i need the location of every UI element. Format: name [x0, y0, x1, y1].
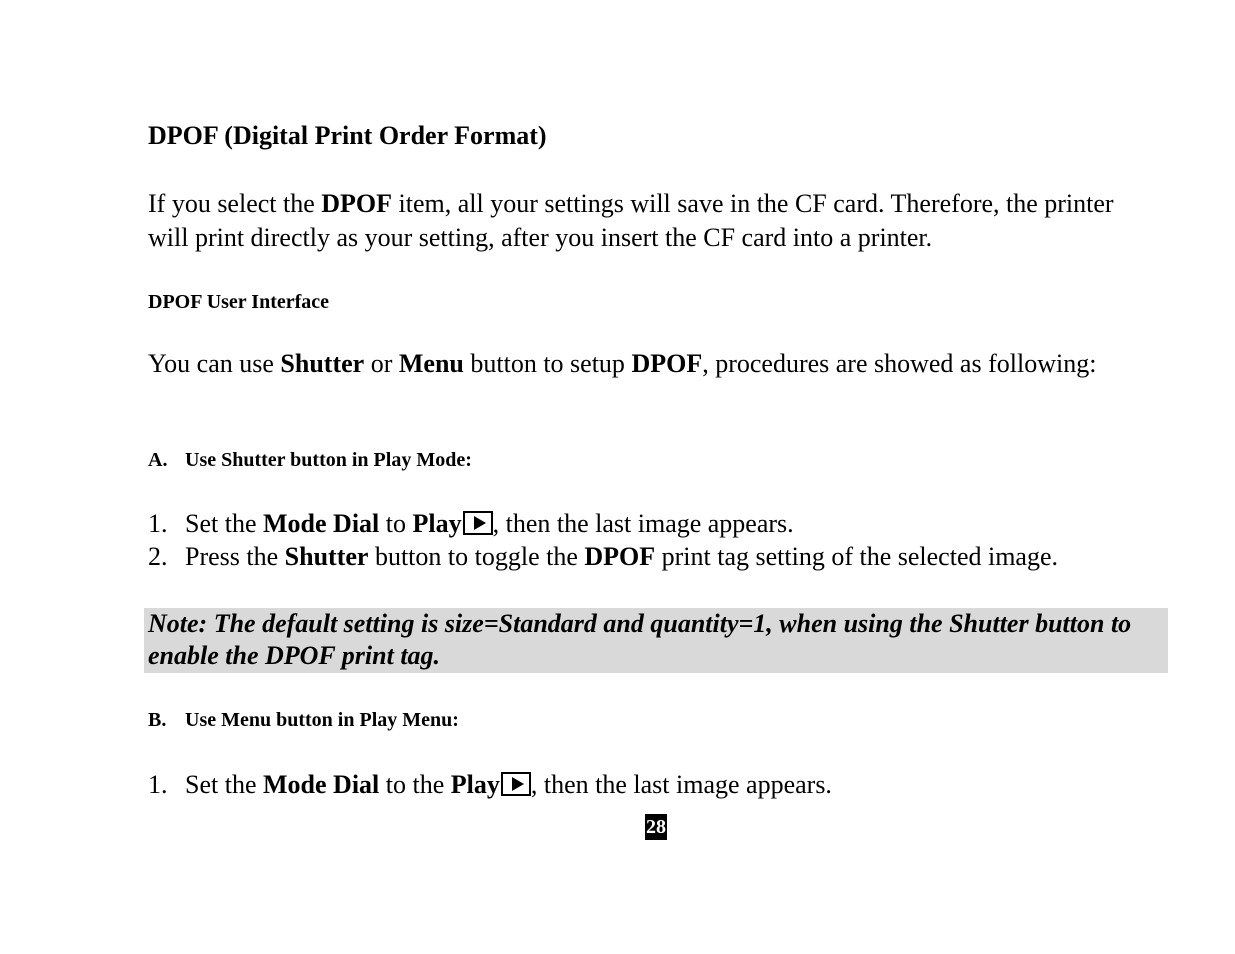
intro-paragraph: If you select the DPOF item, all your settings will save in the CF card. Therefore, the printer will print directly as your setting, after you insert the CF card into a printer.: [148, 189, 1114, 252]
section-heading: DPOF User Interface: [148, 291, 330, 313]
page-title: DPOF (Digital Print Order Format): [148, 121, 547, 150]
play-icon: [463, 511, 493, 535]
list-item: 2. Press the Shutter button to toggle the DPOF print tag setting of the selected image.: [148, 542, 1059, 571]
play-icon: [501, 772, 531, 796]
subsection-a-heading: A. Use Shutter button in Play Mode:: [148, 449, 472, 471]
page-number: 28: [646, 816, 666, 838]
list-item: 1. Set the Mode Dial to the Play , then the last image appears.: [148, 770, 832, 799]
usage-paragraph: You can use Shutter or Menu button to setup DPOF, procedures are showed as following:: [148, 349, 1097, 378]
subsection-b-heading: B. Use Menu button in Play Menu:: [148, 709, 459, 731]
note-box: Note: The default setting is size=Standard and quantity=1, when using the Shutter button to enable the DPOF print tag.: [144, 608, 1168, 673]
list-item: 1. Set the Mode Dial to Play , then the last image appears.: [148, 509, 794, 538]
